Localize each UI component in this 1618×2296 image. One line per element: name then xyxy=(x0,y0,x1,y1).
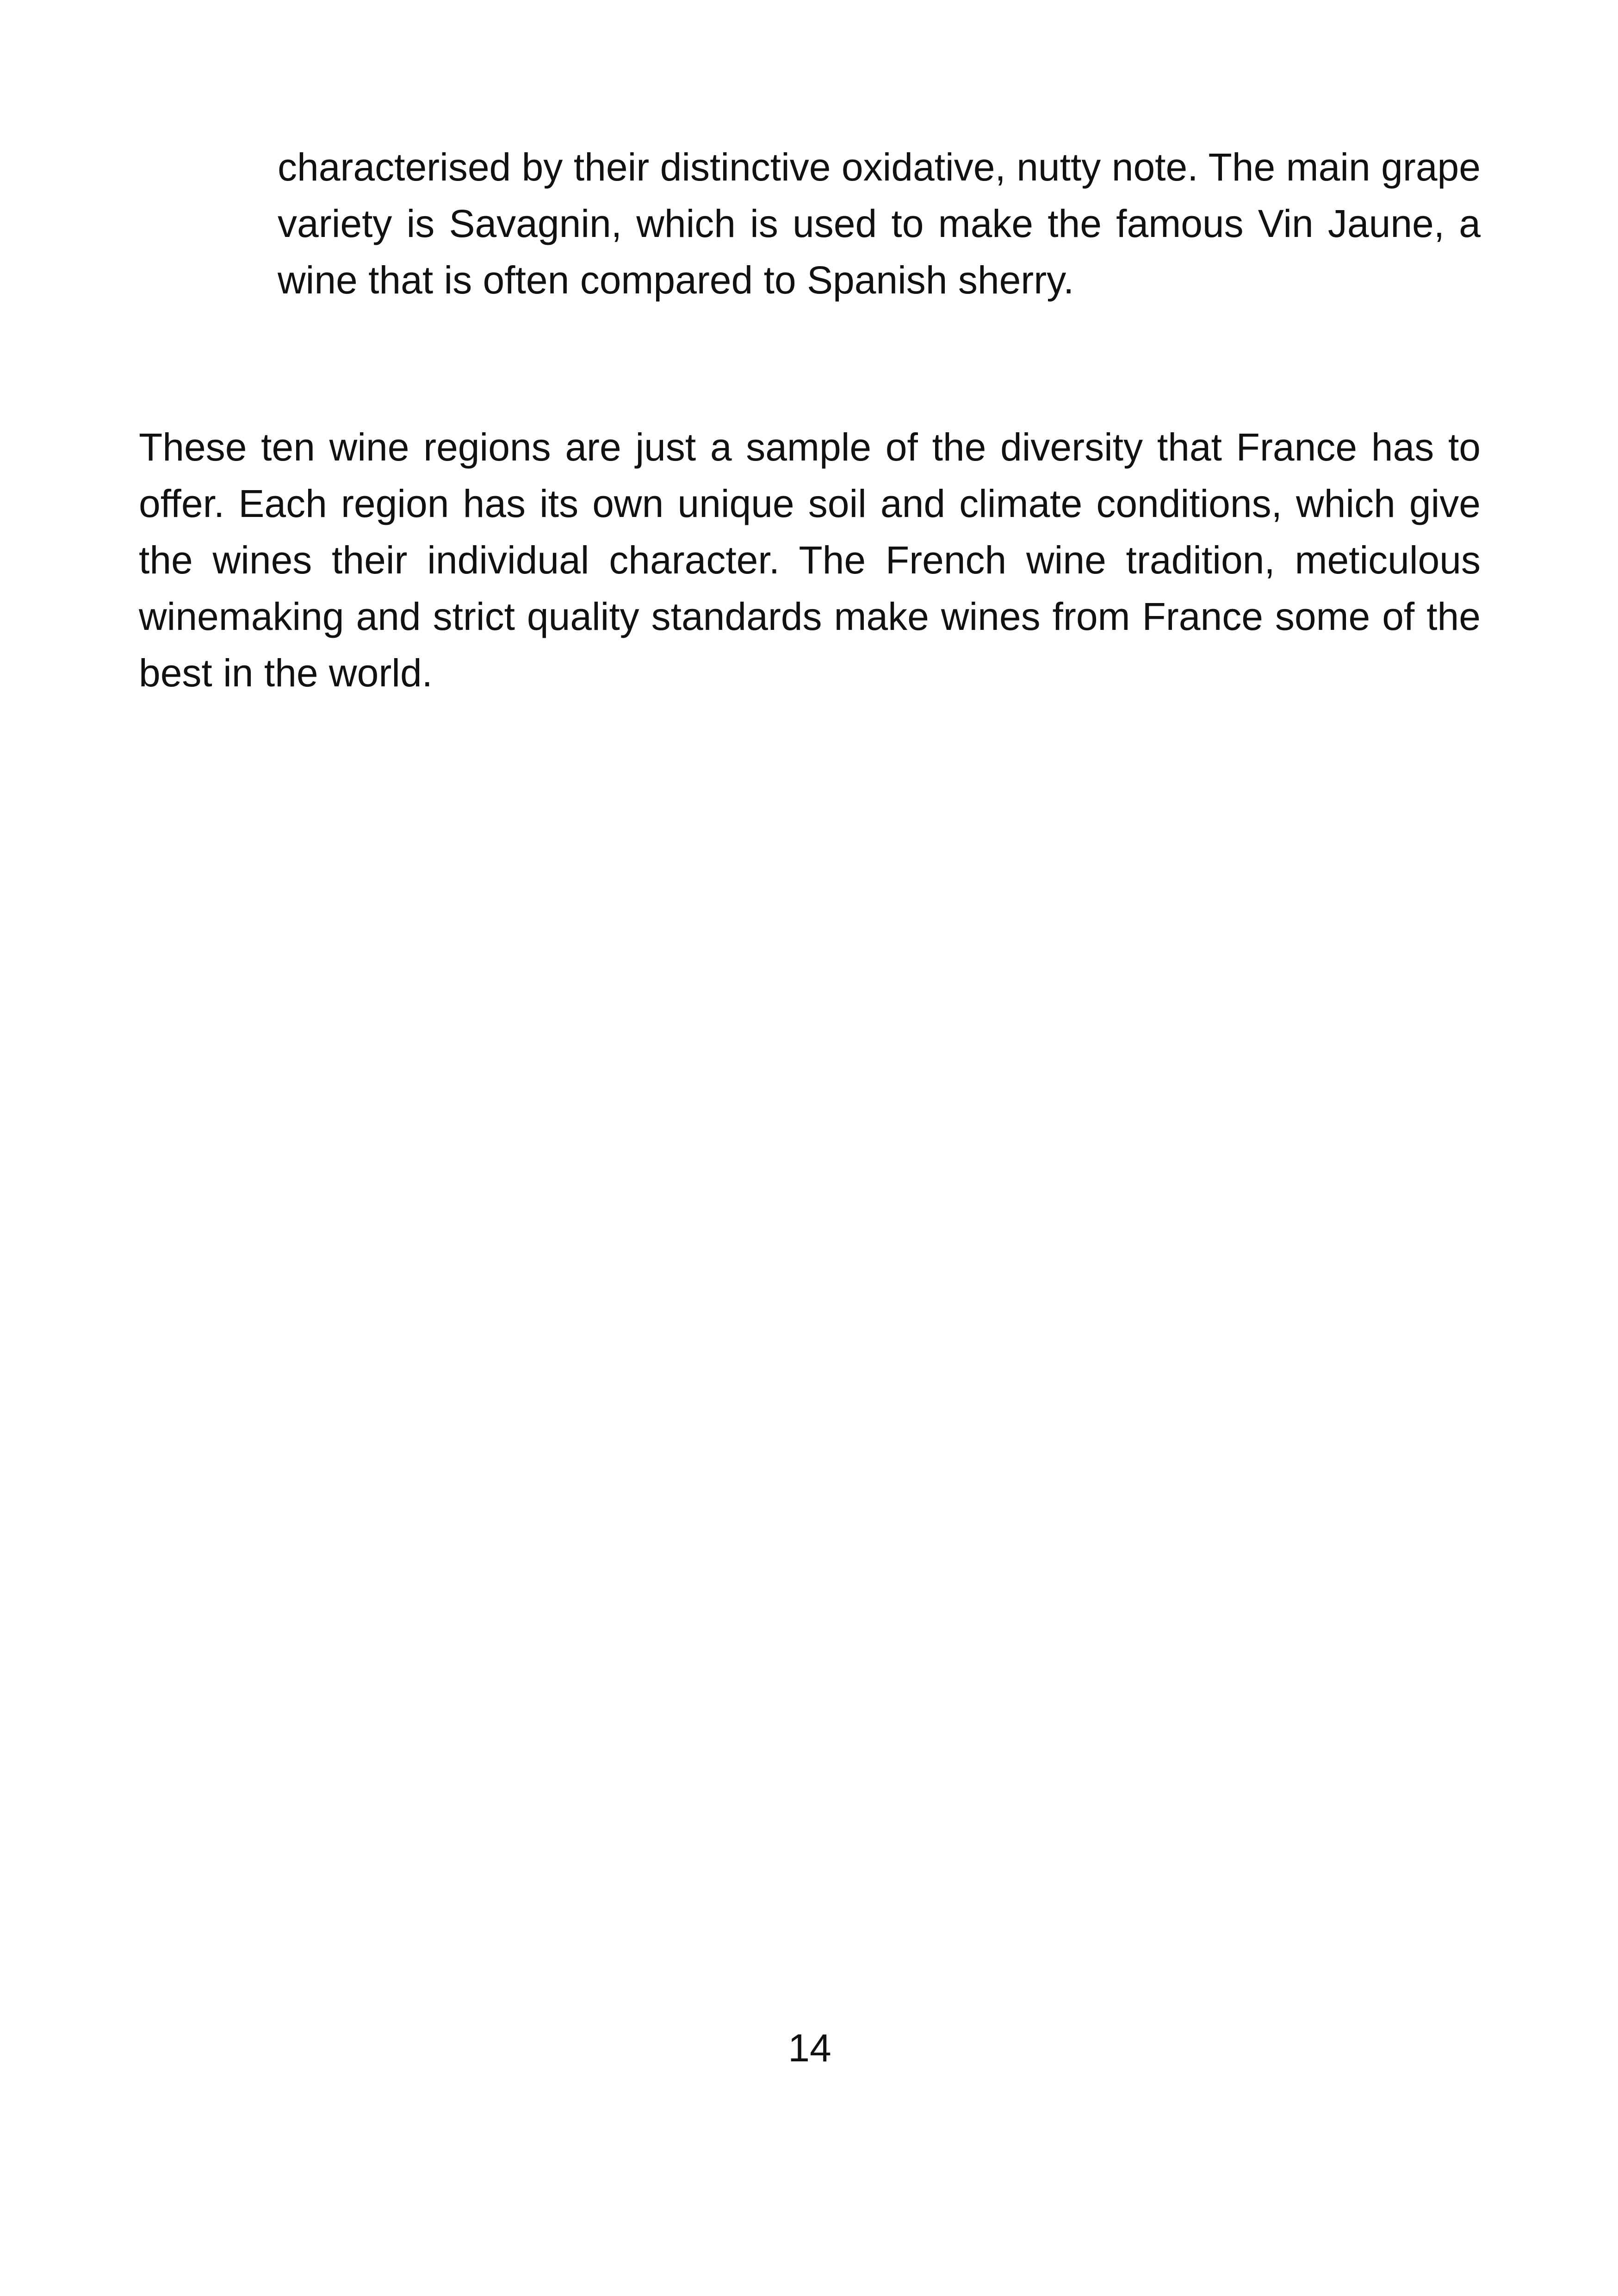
body-paragraph: These ten wine regions are just a sample of the diversity that France has to offer. Each region has its own unique soil and climate conditions, which give the wines their individual character. The French wine tradition, meticulous winemaking and strict quality standards make wines from France some of the best in the world. xyxy=(139,425,1481,695)
page-number: 14 xyxy=(788,2026,831,2070)
indented-paragraph: characterised by their distinctive oxidative, nutty note. The main grape variety is Savagnin, which is used to make the famous Vin Jaune, a wine that is often compared to Spanish sherry. xyxy=(278,145,1481,302)
